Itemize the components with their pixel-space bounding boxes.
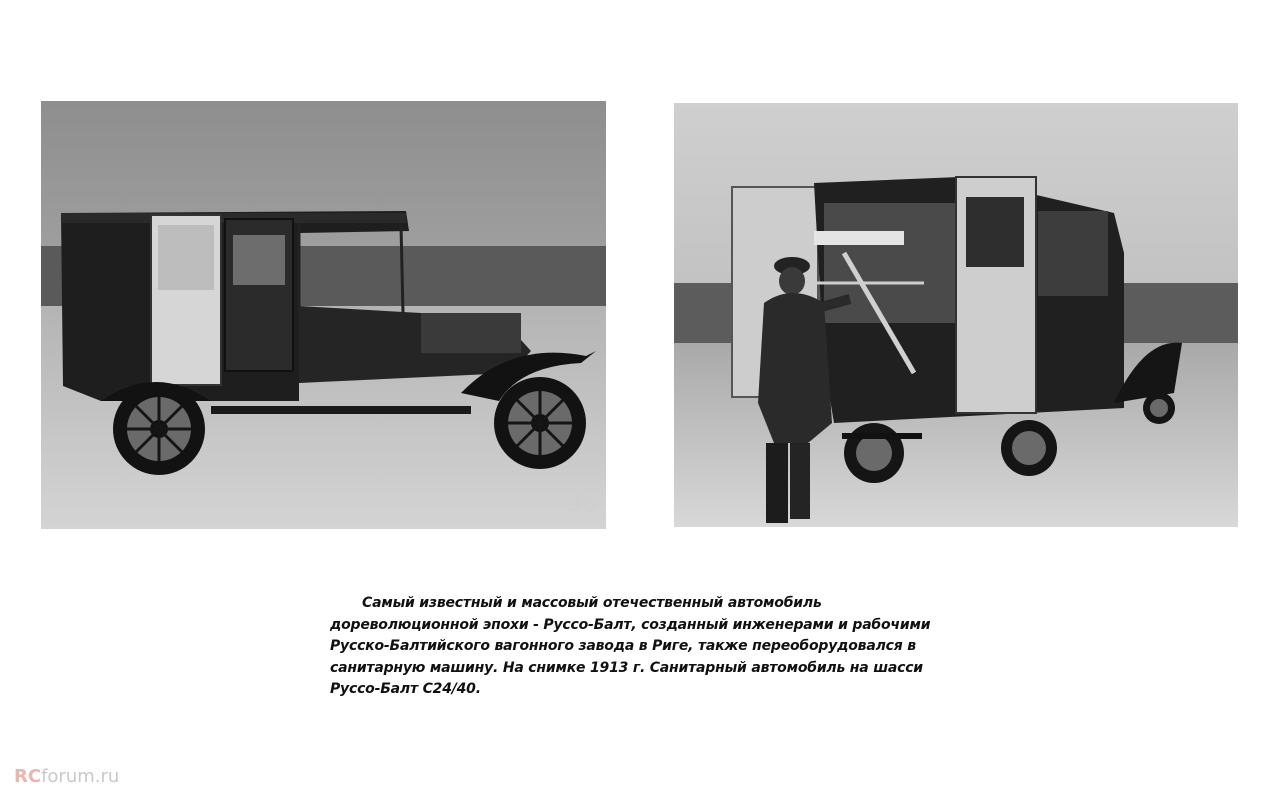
left-plate-number: 36 (567, 492, 598, 517)
site-watermark (14, 766, 119, 787)
caption-line: Самый известный и массовый отечественный автомобиль (362, 595, 822, 611)
ambulance-side-illustration (41, 101, 606, 529)
photo-caption (330, 593, 950, 701)
caption-line: Русско-Балтийского вагонного завода в Риге, также переоборудовался в (330, 638, 916, 654)
caption-line: дореволюционной эпохи - Руссо-Балт, созданный инженерами и рабочими (330, 616, 931, 633)
watermark-domain: forum.ru (41, 766, 120, 787)
ambulance-side-photo (41, 101, 606, 529)
caption-line: Руссо-Балт С24/40. (330, 681, 481, 697)
watermark-rc: RC (14, 766, 42, 787)
ambulance-rear-photo (674, 103, 1238, 527)
caption-line: санитарную машину. На снимке 1913 г. Санитарный автомобиль на шасси (330, 659, 923, 676)
ambulance-rear-illustration (674, 103, 1238, 527)
right-plate-number: 2206 (1162, 480, 1224, 505)
